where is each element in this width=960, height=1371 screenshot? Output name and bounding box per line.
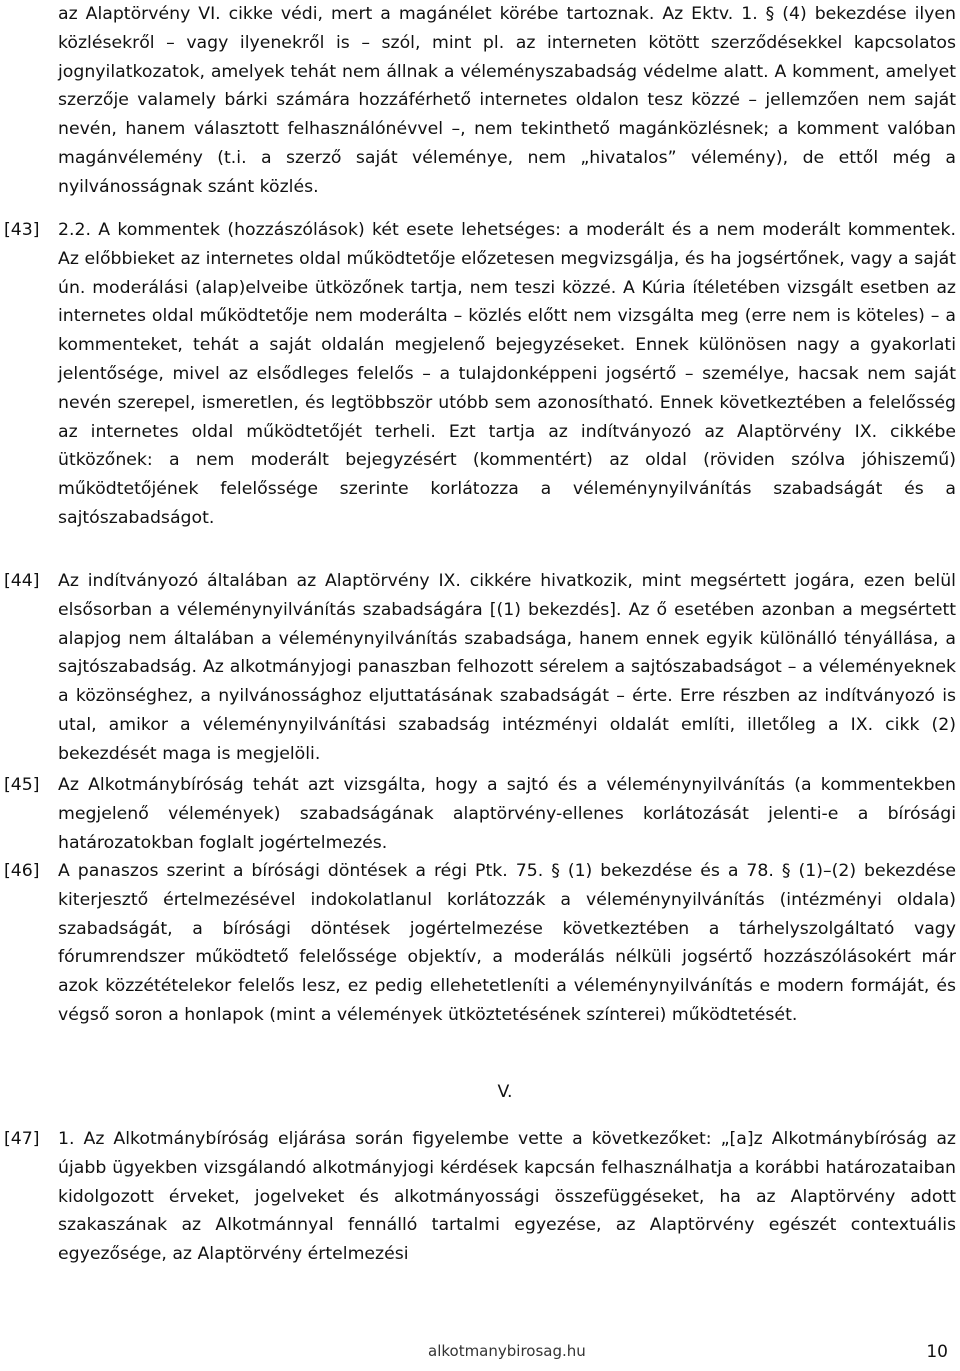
paragraph-number-45: [45] [4, 775, 40, 795]
footer-page-number: 10 [926, 1342, 948, 1362]
footer-source: alkotmanybirosag.hu [428, 1342, 586, 1360]
paragraph-number-47: [47] [4, 1129, 40, 1149]
paragraph-43: 2.2. A kommentek (hozzászólások) két esete lehetséges: a moderált és a nem moderált kommentek. Az előbbieket az internetes oldal működtetője előzetesen megvizsgálja, és ha jogsértőnek, vagy a saját ún. moderálási (alap)elveibe ütközőnek tartja, nem teszi közzé. A Kúria ítéletében vizsgált esetben az internetes oldal működtetője nem moderálta – közlés előtt nem vizsgálta meg (erre nem is köteles) – a kommenteket, tehát a saját oldalán megjelenő bejegyzéseket. Ennek különösen nagy a gyakorlati jelentősége, mivel az elsődleges felelős – a tulajdonképpeni jogsértő – személye, hacsak nem saját nevén szerepel, ismeretlen, és legtöbbször utóbb sem azonosítható. Ennek következtében a felelősség az internetes oldal működtetőjét terheli. Ezt tartja az indítványozó az Alaptörvény IX. cikkébe ütközőnek: a nem moderált bejegyzésért (kommentért) az oldal (röviden szólva jóhiszemű) működtetőjének felelőssége szerinte korlátozza a véleménynyilvánítás szabadságát és a sajtószabadságot. [58, 220, 956, 528]
paragraph-number-43: [43] [4, 220, 40, 240]
paragraph-45: Az Alkotmánybíróság tehát azt vizsgálta, hogy a sajtó és a véleménynyilvánítás (a kommentekben megjelenő vélemények) szabadságának alaptörvény-ellenes korlátozását jelenti-e a bírósági határozatokban foglalt jogértelmezés. [58, 775, 956, 853]
paragraph-46: A panaszos szerint a bírósági döntések a régi Ptk. 75. § (1) bekezdése és a 78. § (1)–(2) bekezdése kiterjesztő értelmezésével indokolatlanul korlátozzák a véleménynyilvánítás (intézményi oldala) szabadságát, a bírósági döntések jogértelmezése következtében a tárhelyszolgáltató vagy fórumrendszer működtető felelőssége objektív, a moderálás nélküli jogsértő hozzászólásokért már azok közzétételekor felelős lesz, ez pedig ellehetetleníti a véleménynyilvánítás e modern formáját, és végső soron a honlapok (mint a vélemények ütköztetésének színterei) működtetését. [58, 861, 956, 1025]
paragraph-number-46: [46] [4, 861, 40, 881]
paragraph-continuation: az Alaptörvény VI. cikke védi, mert a magánélet körébe tartoznak. Az Ektv. 1. § (4) bekezdése ilyen közlésekről – vagy ilyenekről is – szól, mint pl. az interneten kötött szerződésekkel kapcsolatos jognyilatkozatok, amelyek tehát nem állnak a véleményszabadság védelme alatt. A komment, amelyet szerzője valamely bárki számára hozzáférhető internetes oldalon tesz közzé – jellemzően nem saját nevén, hanem választott felhasználónévvel –, nem tekinthető magánközlésnek; a komment valóban magánvélemény (t.i. a szerző saját véleménye, nem „hivatalos” vélemény), de ettől még a nyilvánosságnak szánt közlés. [58, 4, 956, 197]
paragraph-44: Az indítványozó általában az Alaptörvény IX. cikkére hivatkozik, mint megsértett jogára, ezen belül elsősorban a véleménynyilvánítás szabadságára [(1) bekezdés]. Az ő esetében azonban a megsértett alapjog nem általában a véleménynyilvánítás szabadsága, hanem ennek egyik különálló tényállása, a sajtószabadság. Az alkotmányjogi panaszban felhozott sérelem a sajtószabadságot – a véleményeknek a közönséghez, a nyilvánossághoz eljuttatásának szabadságát – érte. Erre részben az indítványozó is utal, amikor a véleménynyilvánítási szabadság intézményi oldalát említi, illetőleg a IX. cikk (2) bekezdését maga is megjelöli. [58, 571, 956, 764]
section-heading: V. [497, 1082, 513, 1102]
paragraph-47: 1. Az Alkotmánybíróság eljárása során figyelembe vette a következőket: „[a]z Alkotmánybíróság az újabb ügyekben vizsgálandó alkotmányjogi kérdések kapcsán felhasználhatja a korábbi határozataiban kidolgozott érveket, jogelveket és alkotmányossági összefüggéseket, ha az Alaptörvény adott szakaszának az Alkotmánnyal fennálló tartalmi egyezése, az Alaptörvény egészét contextuális egyezősége, az Alaptörvény értelmezési [58, 1129, 956, 1265]
paragraph-number-44: [44] [4, 571, 40, 591]
